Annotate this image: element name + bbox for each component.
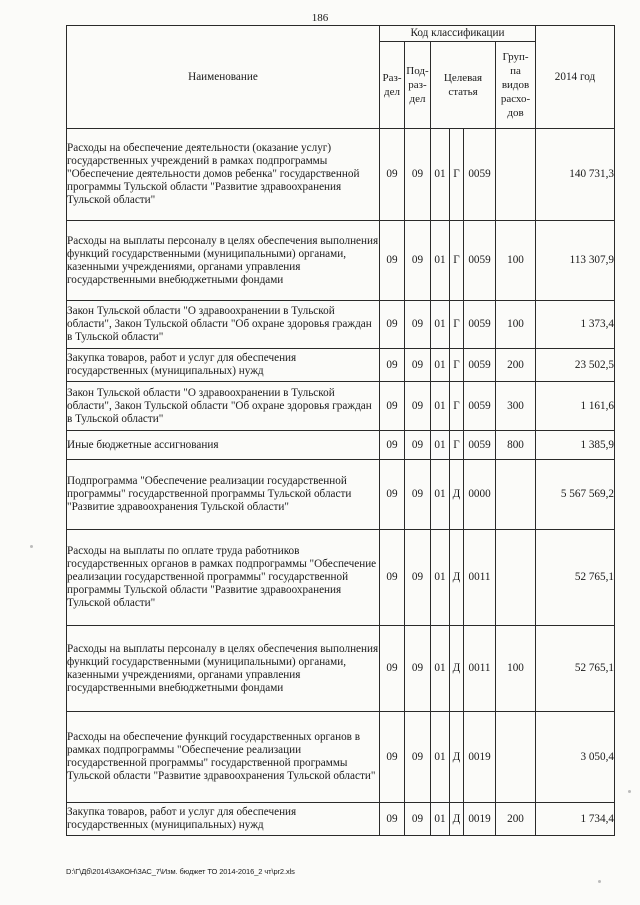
header-podrazdel: Под- раз- дел — [405, 42, 431, 129]
table-row — [67, 803, 615, 836]
row-cs2: Д — [450, 712, 464, 803]
row-name: Иные бюджетные ассигнования — [67, 431, 380, 460]
row-cs3: 0059 — [464, 382, 496, 431]
row-razdel: 09 — [380, 803, 405, 836]
row-vid: 800 — [496, 431, 536, 460]
row-cs3: 0059 — [464, 129, 496, 221]
table-row — [67, 530, 615, 626]
row-name: Расходы на выплаты персоналу в целях обеспечения выполнения функций государственными (муниципальными) органами, казенными учреждениями, органами управления государственными внебюджетными фондами — [67, 221, 380, 301]
row-cs1: 01 — [431, 712, 450, 803]
row-podrazdel: 09 — [405, 803, 431, 836]
row-razdel: 09 — [380, 382, 405, 431]
row-razdel: 09 — [380, 431, 405, 460]
row-razdel: 09 — [380, 301, 405, 349]
row-cs1: 01 — [431, 301, 450, 349]
row-podrazdel: 09 — [405, 221, 431, 301]
row-cs1: 01 — [431, 129, 450, 221]
row-podrazdel: 09 — [405, 530, 431, 626]
header-row-main — [67, 26, 615, 42]
row-razdel: 09 — [380, 221, 405, 301]
row-cs2: Д — [450, 626, 464, 712]
row-cs2: Д — [450, 460, 464, 530]
row-podrazdel: 09 — [405, 349, 431, 382]
row-podrazdel: 09 — [405, 129, 431, 221]
row-cs2: Г — [450, 431, 464, 460]
header-code: Код классификации — [380, 26, 536, 42]
row-name: Закон Тульской области "О здравоохранении в Тульской области", Закон Тульской области "Об охране здоровья граждан в Тульской области" — [67, 301, 380, 349]
table-row — [67, 431, 615, 460]
row-amount: 5 567 569,2 — [536, 460, 615, 530]
row-cs2: Г — [450, 221, 464, 301]
row-amount: 1 385,9 — [536, 431, 615, 460]
row-cs3: 0059 — [464, 301, 496, 349]
row-name: Закупка товаров, работ и услуг для обеспечения государственных (муниципальных) нужд — [67, 803, 380, 836]
row-podrazdel: 09 — [405, 431, 431, 460]
row-podrazdel: 09 — [405, 460, 431, 530]
row-cs1: 01 — [431, 431, 450, 460]
scan-speck — [628, 790, 631, 793]
row-cs1: 01 — [431, 382, 450, 431]
row-cs3: 0059 — [464, 221, 496, 301]
budget-table — [66, 25, 615, 836]
header-name: Наименование — [67, 26, 380, 129]
row-cs3: 0059 — [464, 349, 496, 382]
row-podrazdel: 09 — [405, 382, 431, 431]
row-cs3: 0019 — [464, 712, 496, 803]
row-vid: 300 — [496, 382, 536, 431]
row-cs2: Д — [450, 530, 464, 626]
row-cs1: 01 — [431, 349, 450, 382]
row-amount: 52 765,1 — [536, 530, 615, 626]
row-cs2: Г — [450, 301, 464, 349]
row-amount: 1 734,4 — [536, 803, 615, 836]
row-amount: 113 307,9 — [536, 221, 615, 301]
row-razdel: 09 — [380, 530, 405, 626]
row-razdel: 09 — [380, 712, 405, 803]
row-cs3: 0059 — [464, 431, 496, 460]
table-row — [67, 129, 615, 221]
row-vid: 200 — [496, 803, 536, 836]
row-cs2: Д — [450, 803, 464, 836]
table-row — [67, 349, 615, 382]
header-year: 2014 год — [536, 26, 615, 129]
row-amount: 140 731,3 — [536, 129, 615, 221]
row-amount: 1 161,6 — [536, 382, 615, 431]
row-cs3: 0000 — [464, 460, 496, 530]
row-cs2: Г — [450, 129, 464, 221]
row-name: Расходы на выплаты персоналу в целях обеспечения выполнения функций государственными (муниципальными) органами, казенными учреждениями, органами управления государственными внебюджетными фондами — [67, 626, 380, 712]
row-podrazdel: 09 — [405, 626, 431, 712]
file-path-footer: D:\Г\Дб\2014\ЗАКОН\ЗАС_7\Изм. бюджет ТО 2014-2016_2 чт\pr2.xls — [66, 867, 295, 876]
row-razdel: 09 — [380, 460, 405, 530]
row-cs1: 01 — [431, 460, 450, 530]
table-row — [67, 460, 615, 530]
row-vid: 100 — [496, 221, 536, 301]
row-cs3: 0011 — [464, 530, 496, 626]
row-name: Расходы на обеспечение деятельности (оказание услуг) государственных учреждений в рамках подпрограммы "Обеспечение деятельности домов ребенка" государственной программы Тульской области "Развитие здравоохранения Тульской области" — [67, 129, 380, 221]
scan-speck — [598, 880, 601, 883]
row-amount: 1 373,4 — [536, 301, 615, 349]
row-name: Подпрограмма "Обеспечение реализации государственной программы" государственной программы Тульской области "Развитие здравоохранения Тульской области" — [67, 460, 380, 530]
table-row — [67, 712, 615, 803]
table-row — [67, 382, 615, 431]
row-cs3: 0019 — [464, 803, 496, 836]
row-razdel: 09 — [380, 626, 405, 712]
row-cs2: Г — [450, 349, 464, 382]
table-row — [67, 221, 615, 301]
row-podrazdel: 09 — [405, 712, 431, 803]
row-cs2: Г — [450, 382, 464, 431]
row-amount: 52 765,1 — [536, 626, 615, 712]
row-amount: 3 050,4 — [536, 712, 615, 803]
row-amount: 23 502,5 — [536, 349, 615, 382]
row-vid — [496, 712, 536, 803]
row-cs1: 01 — [431, 626, 450, 712]
row-podrazdel: 09 — [405, 301, 431, 349]
table-row — [67, 301, 615, 349]
row-name: Расходы на выплаты по оплате труда работников государственных органов в рамках подпрограммы "Обеспечение реализации государственной программы" государственной программы Тульской области "Развитие здравоохранения Тульской области" — [67, 530, 380, 626]
header-celevaya: Целевая статья — [431, 42, 496, 129]
row-name: Расходы на обеспечение функций государственных органов в рамках подпрограммы "Обеспечение реализации государственной программы" государственной программы Тульской области "Развитие здравоохранения Тульской области" — [67, 712, 380, 803]
row-vid — [496, 530, 536, 626]
scan-speck — [30, 545, 33, 548]
table-row — [67, 626, 615, 712]
row-vid: 100 — [496, 626, 536, 712]
row-name: Закупка товаров, работ и услуг для обеспечения государственных (муниципальных) нужд — [67, 349, 380, 382]
row-vid — [496, 460, 536, 530]
row-name: Закон Тульской области "О здравоохранении в Тульской области", Закон Тульской области "Об охране здоровья граждан в Тульской области" — [67, 382, 380, 431]
row-cs3: 0011 — [464, 626, 496, 712]
row-vid: 100 — [496, 301, 536, 349]
header-razdel: Раз- дел — [380, 42, 405, 129]
row-razdel: 09 — [380, 129, 405, 221]
header-gruppa: Груп- па видов расхо- дов — [496, 42, 536, 129]
row-vid: 200 — [496, 349, 536, 382]
page-number: 186 — [311, 12, 329, 24]
row-cs1: 01 — [431, 530, 450, 626]
row-cs1: 01 — [431, 803, 450, 836]
row-vid — [496, 129, 536, 221]
row-razdel: 09 — [380, 349, 405, 382]
row-cs1: 01 — [431, 221, 450, 301]
